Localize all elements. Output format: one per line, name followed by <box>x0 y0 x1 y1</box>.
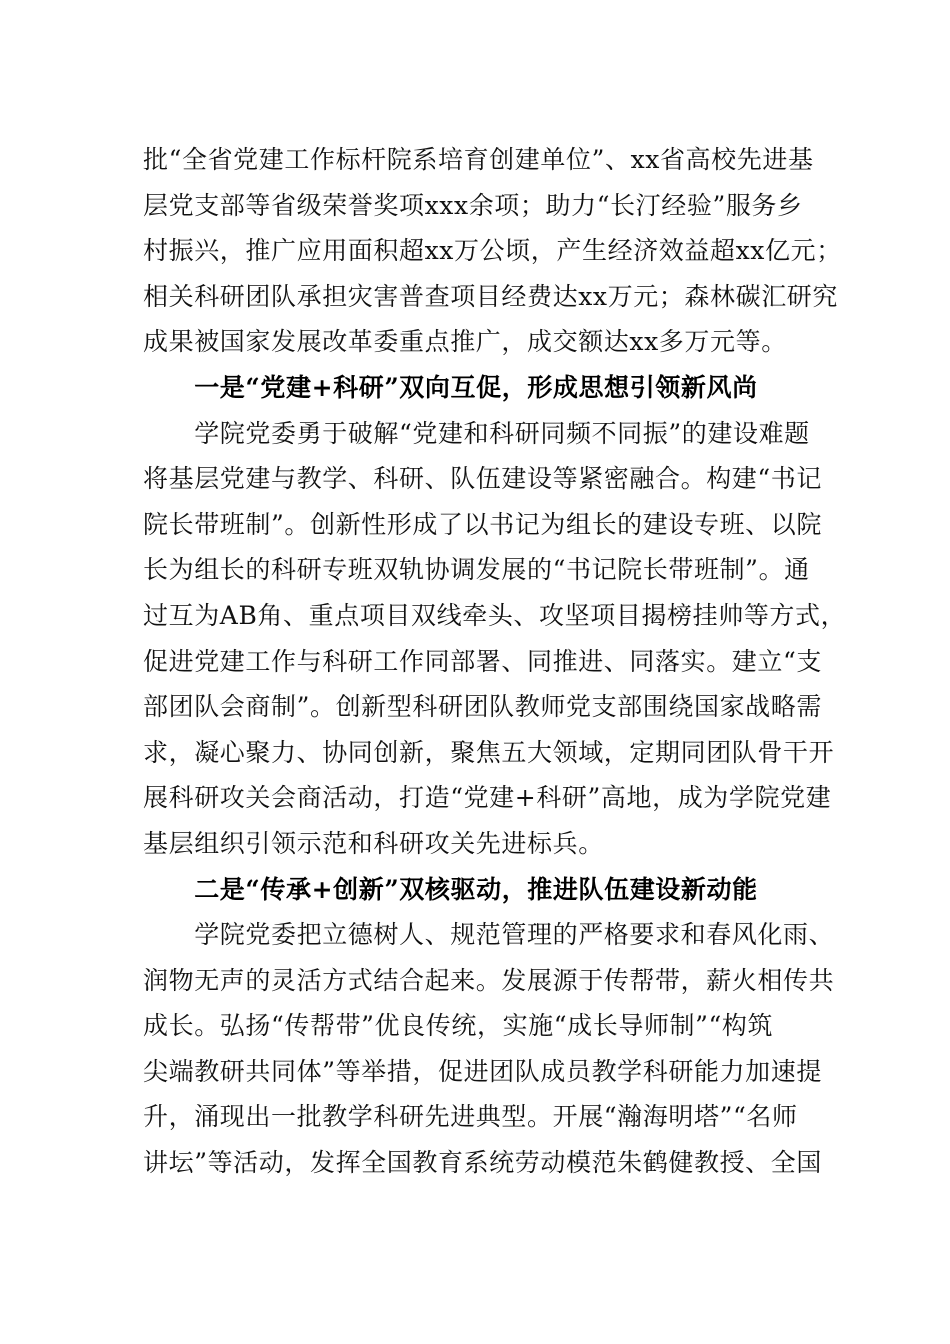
body-line: 成果被国家发展改革委重点推广，成交额达xx多万元等。 <box>143 327 787 357</box>
body-line: 村振兴，推广应用面积超xx万公顷，产生经济效益超xx亿元； <box>143 236 842 266</box>
section-heading-2: 二是“传承+创新”双核驱动，推进队伍建设新动能 <box>143 874 758 904</box>
body-line: 学院党委勇于破解“党建和科研同频不同振”的建设难题 <box>143 418 810 448</box>
body-line: 成长。弘扬“传帮带”优良传统，实施“成长导师制”“构筑 <box>143 1011 774 1041</box>
body-line: 部团队会商制”。创新型科研团队教师党支部围绕国家战略需 <box>143 692 822 722</box>
body-line: 升，涌现出一批教学科研先进典型。开展“瀚海明塔”“名师 <box>143 1102 798 1132</box>
body-line: 尖端教研共同体”等举措，促进团队成员教学科研能力加速提 <box>143 1056 822 1086</box>
body-line: 促进党建工作与科研工作同部署、同推进、同落实。建立“支 <box>143 646 822 676</box>
section-heading-1: 一是“党建+科研”双向互促，形成思想引领新风尚 <box>143 372 758 402</box>
body-line: 基层组织引领示范和科研攻关先进标兵。 <box>143 828 604 858</box>
body-line: 求，凝心聚力、协同创新，聚焦五大领域，定期同团队骨干开 <box>143 737 835 767</box>
document-body <box>143 137 847 1186</box>
body-line: 讲坛”等活动，发挥全国教育系统劳动模范朱鹤健教授、全国 <box>143 1148 822 1178</box>
body-line: 将基层党建与教学、科研、队伍建设等紧密融合。构建“书记 <box>143 464 822 494</box>
body-line: 相关科研团队承担灾害普查项目经费达xx万元；森林碳汇研究 <box>143 281 839 311</box>
body-line: 长为组长的科研专班双轨协调发展的“书记院长带班制”。通 <box>143 555 810 585</box>
body-line: 院长带班制”。创新性形成了以书记为组长的建设专班、以院 <box>143 509 822 539</box>
body-line: 过互为AB角、重点项目双线牵头、攻坚项目揭榜挂帅等方式， <box>143 600 847 630</box>
body-line: 层党支部等省级荣誉奖项xxx余项；助力“长汀经验”服务乡 <box>143 190 803 220</box>
body-line: 润物无声的灵活方式结合起来。发展源于传帮带，薪火相传共 <box>143 965 835 995</box>
body-line: 展科研攻关会商活动，打造“党建+科研”高地，成为学院党建 <box>143 783 832 813</box>
body-line: 批“全省党建工作标杆院系培育创建单位”、xx省高校先进基 <box>143 145 814 174</box>
body-line: 学院党委把立德树人、规范管理的严格要求和春风化雨、 <box>143 920 835 950</box>
